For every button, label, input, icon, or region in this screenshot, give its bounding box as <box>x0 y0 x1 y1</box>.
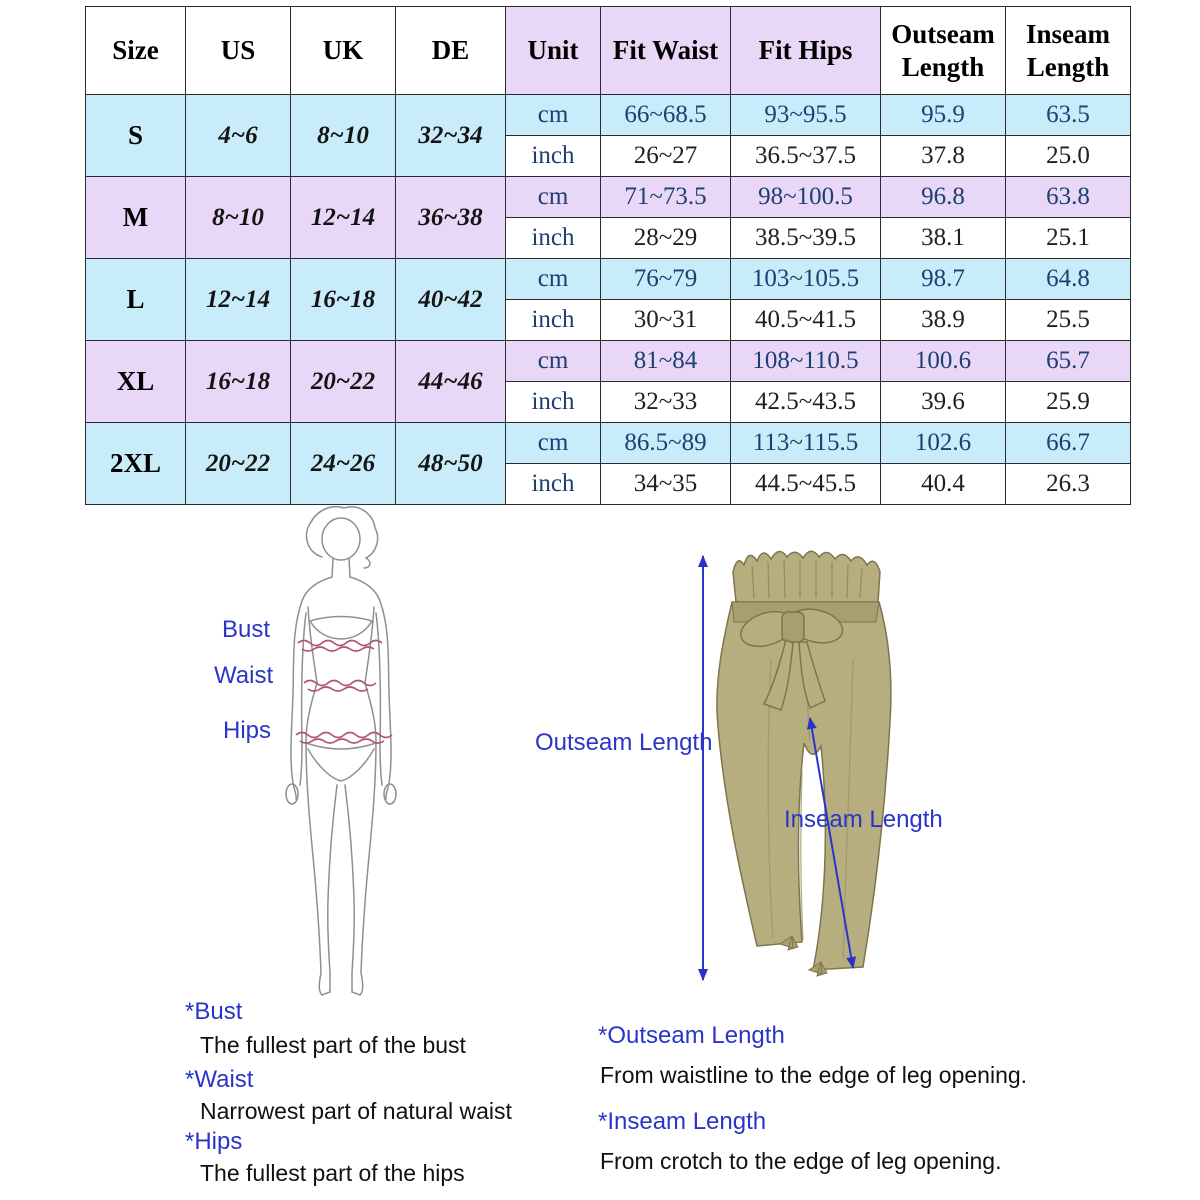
us-size-cell: 16~18 <box>186 341 291 423</box>
size-table <box>85 6 1131 505</box>
outseam-cm-cell: 96.8 <box>881 177 1006 218</box>
bust-note-title: *Bust <box>185 998 243 1025</box>
unit-inch-cell: inch <box>506 382 601 423</box>
outseam-cm-cell: 95.9 <box>881 95 1006 136</box>
inseam-inch-cell: 25.5 <box>1006 300 1131 341</box>
outseam-inch-cell: 40.4 <box>881 464 1006 505</box>
fit-waist-inch-cell: 28~29 <box>601 218 731 259</box>
unit-inch-cell: inch <box>506 300 601 341</box>
unit-cm-cell: cm <box>506 341 601 382</box>
inseam-length-label: Inseam Length <box>784 806 943 833</box>
size-label-cell: 2XL <box>86 423 186 505</box>
size-label-cell: XL <box>86 341 186 423</box>
header-us: US <box>186 7 291 95</box>
waist-note-title: *Waist <box>185 1066 254 1093</box>
fit-hips-inch-cell: 42.5~43.5 <box>731 382 881 423</box>
us-size-cell: 4~6 <box>186 95 291 177</box>
de-size-cell: 40~42 <box>396 259 506 341</box>
pants-drawing <box>717 551 891 976</box>
header-fit-hips: Fit Hips <box>731 7 881 95</box>
fit-waist-inch-cell: 26~27 <box>601 136 731 177</box>
de-size-cell: 44~46 <box>396 341 506 423</box>
inseam-cm-cell: 64.8 <box>1006 259 1131 300</box>
inseam-cm-cell: 63.8 <box>1006 177 1131 218</box>
outseam-inch-cell: 37.8 <box>881 136 1006 177</box>
header-inseam-length: Inseam Length <box>1006 7 1131 95</box>
de-size-cell: 48~50 <box>396 423 506 505</box>
fit-waist-cm-cell: 81~84 <box>601 341 731 382</box>
inseam-inch-cell: 25.9 <box>1006 382 1131 423</box>
unit-cm-cell: cm <box>506 259 601 300</box>
uk-size-cell: 16~18 <box>291 259 396 341</box>
fit-waist-inch-cell: 30~31 <box>601 300 731 341</box>
size-row-xl-cm <box>86 341 1131 382</box>
fit-hips-inch-cell: 40.5~41.5 <box>731 300 881 341</box>
header-unit: Unit <box>506 7 601 95</box>
de-size-cell: 36~38 <box>396 177 506 259</box>
bust-label: Bust <box>222 616 271 643</box>
waist-label: Waist <box>214 662 274 689</box>
body-measure-figure <box>240 495 440 1015</box>
outseam-inch-cell: 39.6 <box>881 382 1006 423</box>
size-label-cell: M <box>86 177 186 259</box>
bust-note-desc: The fullest part of the bust <box>200 1032 466 1058</box>
inseam-cm-cell: 66.7 <box>1006 423 1131 464</box>
pants-measure-figure <box>540 540 960 995</box>
size-row-2xl-cm <box>86 423 1131 464</box>
inseam-cm-cell: 65.7 <box>1006 341 1131 382</box>
unit-cm-cell: cm <box>506 95 601 136</box>
waist-note-desc: Narrowest part of natural waist <box>200 1098 512 1124</box>
unit-inch-cell: inch <box>506 218 601 259</box>
unit-cm-cell: cm <box>506 177 601 218</box>
inseam-inch-cell: 25.1 <box>1006 218 1131 259</box>
unit-inch-cell: inch <box>506 136 601 177</box>
outseam-cm-cell: 98.7 <box>881 259 1006 300</box>
body-outline <box>286 507 396 995</box>
outseam-inch-cell: 38.9 <box>881 300 1006 341</box>
inseam-note-title: *Inseam Length <box>598 1108 767 1135</box>
inseam-inch-cell: 25.0 <box>1006 136 1131 177</box>
hips-label: Hips <box>223 717 272 744</box>
inseam-inch-cell: 26.3 <box>1006 464 1131 505</box>
header-uk: UK <box>291 7 396 95</box>
unit-cm-cell: cm <box>506 423 601 464</box>
fit-hips-inch-cell: 44.5~45.5 <box>731 464 881 505</box>
measure-lines <box>296 641 392 744</box>
outseam-length-label: Outseam Length <box>535 729 713 756</box>
outseam-inch-cell: 38.1 <box>881 218 1006 259</box>
header-size: Size <box>86 7 186 95</box>
us-size-cell: 8~10 <box>186 177 291 259</box>
fit-waist-inch-cell: 32~33 <box>601 382 731 423</box>
uk-size-cell: 12~14 <box>291 177 396 259</box>
inseam-cm-cell: 63.5 <box>1006 95 1131 136</box>
size-label-cell: S <box>86 95 186 177</box>
outseam-note-desc: From waistline to the edge of leg opening. <box>600 1062 1028 1088</box>
fit-hips-cm-cell: 98~100.5 <box>731 177 881 218</box>
fit-waist-cm-cell: 66~68.5 <box>601 95 731 136</box>
inseam-note-desc: From crotch to the edge of leg opening. <box>600 1148 1002 1174</box>
fit-waist-cm-cell: 71~73.5 <box>601 177 731 218</box>
fit-hips-cm-cell: 108~110.5 <box>731 341 881 382</box>
fit-waist-inch-cell: 34~35 <box>601 464 731 505</box>
fit-hips-inch-cell: 38.5~39.5 <box>731 218 881 259</box>
fit-hips-inch-cell: 36.5~37.5 <box>731 136 881 177</box>
outseam-cm-cell: 102.6 <box>881 423 1006 464</box>
hips-note-title: *Hips <box>185 1128 243 1155</box>
fit-hips-cm-cell: 103~105.5 <box>731 259 881 300</box>
outseam-cm-cell: 100.6 <box>881 341 1006 382</box>
uk-size-cell: 24~26 <box>291 423 396 505</box>
de-size-cell: 32~34 <box>396 95 506 177</box>
outseam-note-title: *Outseam Length <box>598 1022 785 1049</box>
header-fit-waist: Fit Waist <box>601 7 731 95</box>
header-de: DE <box>396 7 506 95</box>
unit-inch-cell: inch <box>506 464 601 505</box>
hips-note-desc: The fullest part of the hips <box>200 1160 465 1186</box>
us-size-cell: 20~22 <box>186 423 291 505</box>
size-row-l-cm <box>86 259 1131 300</box>
size-row-m-cm <box>86 177 1131 218</box>
size-table-header-row <box>86 7 1131 95</box>
fit-hips-cm-cell: 93~95.5 <box>731 95 881 136</box>
size-table-body <box>86 95 1131 505</box>
size-row-s-cm <box>86 95 1131 136</box>
us-size-cell: 12~14 <box>186 259 291 341</box>
size-label-cell: L <box>86 259 186 341</box>
fit-waist-cm-cell: 76~79 <box>601 259 731 300</box>
uk-size-cell: 20~22 <box>291 341 396 423</box>
fit-hips-cm-cell: 113~115.5 <box>731 423 881 464</box>
fit-waist-cm-cell: 86.5~89 <box>601 423 731 464</box>
uk-size-cell: 8~10 <box>291 95 396 177</box>
header-outseam-length: Outseam Length <box>881 7 1006 95</box>
